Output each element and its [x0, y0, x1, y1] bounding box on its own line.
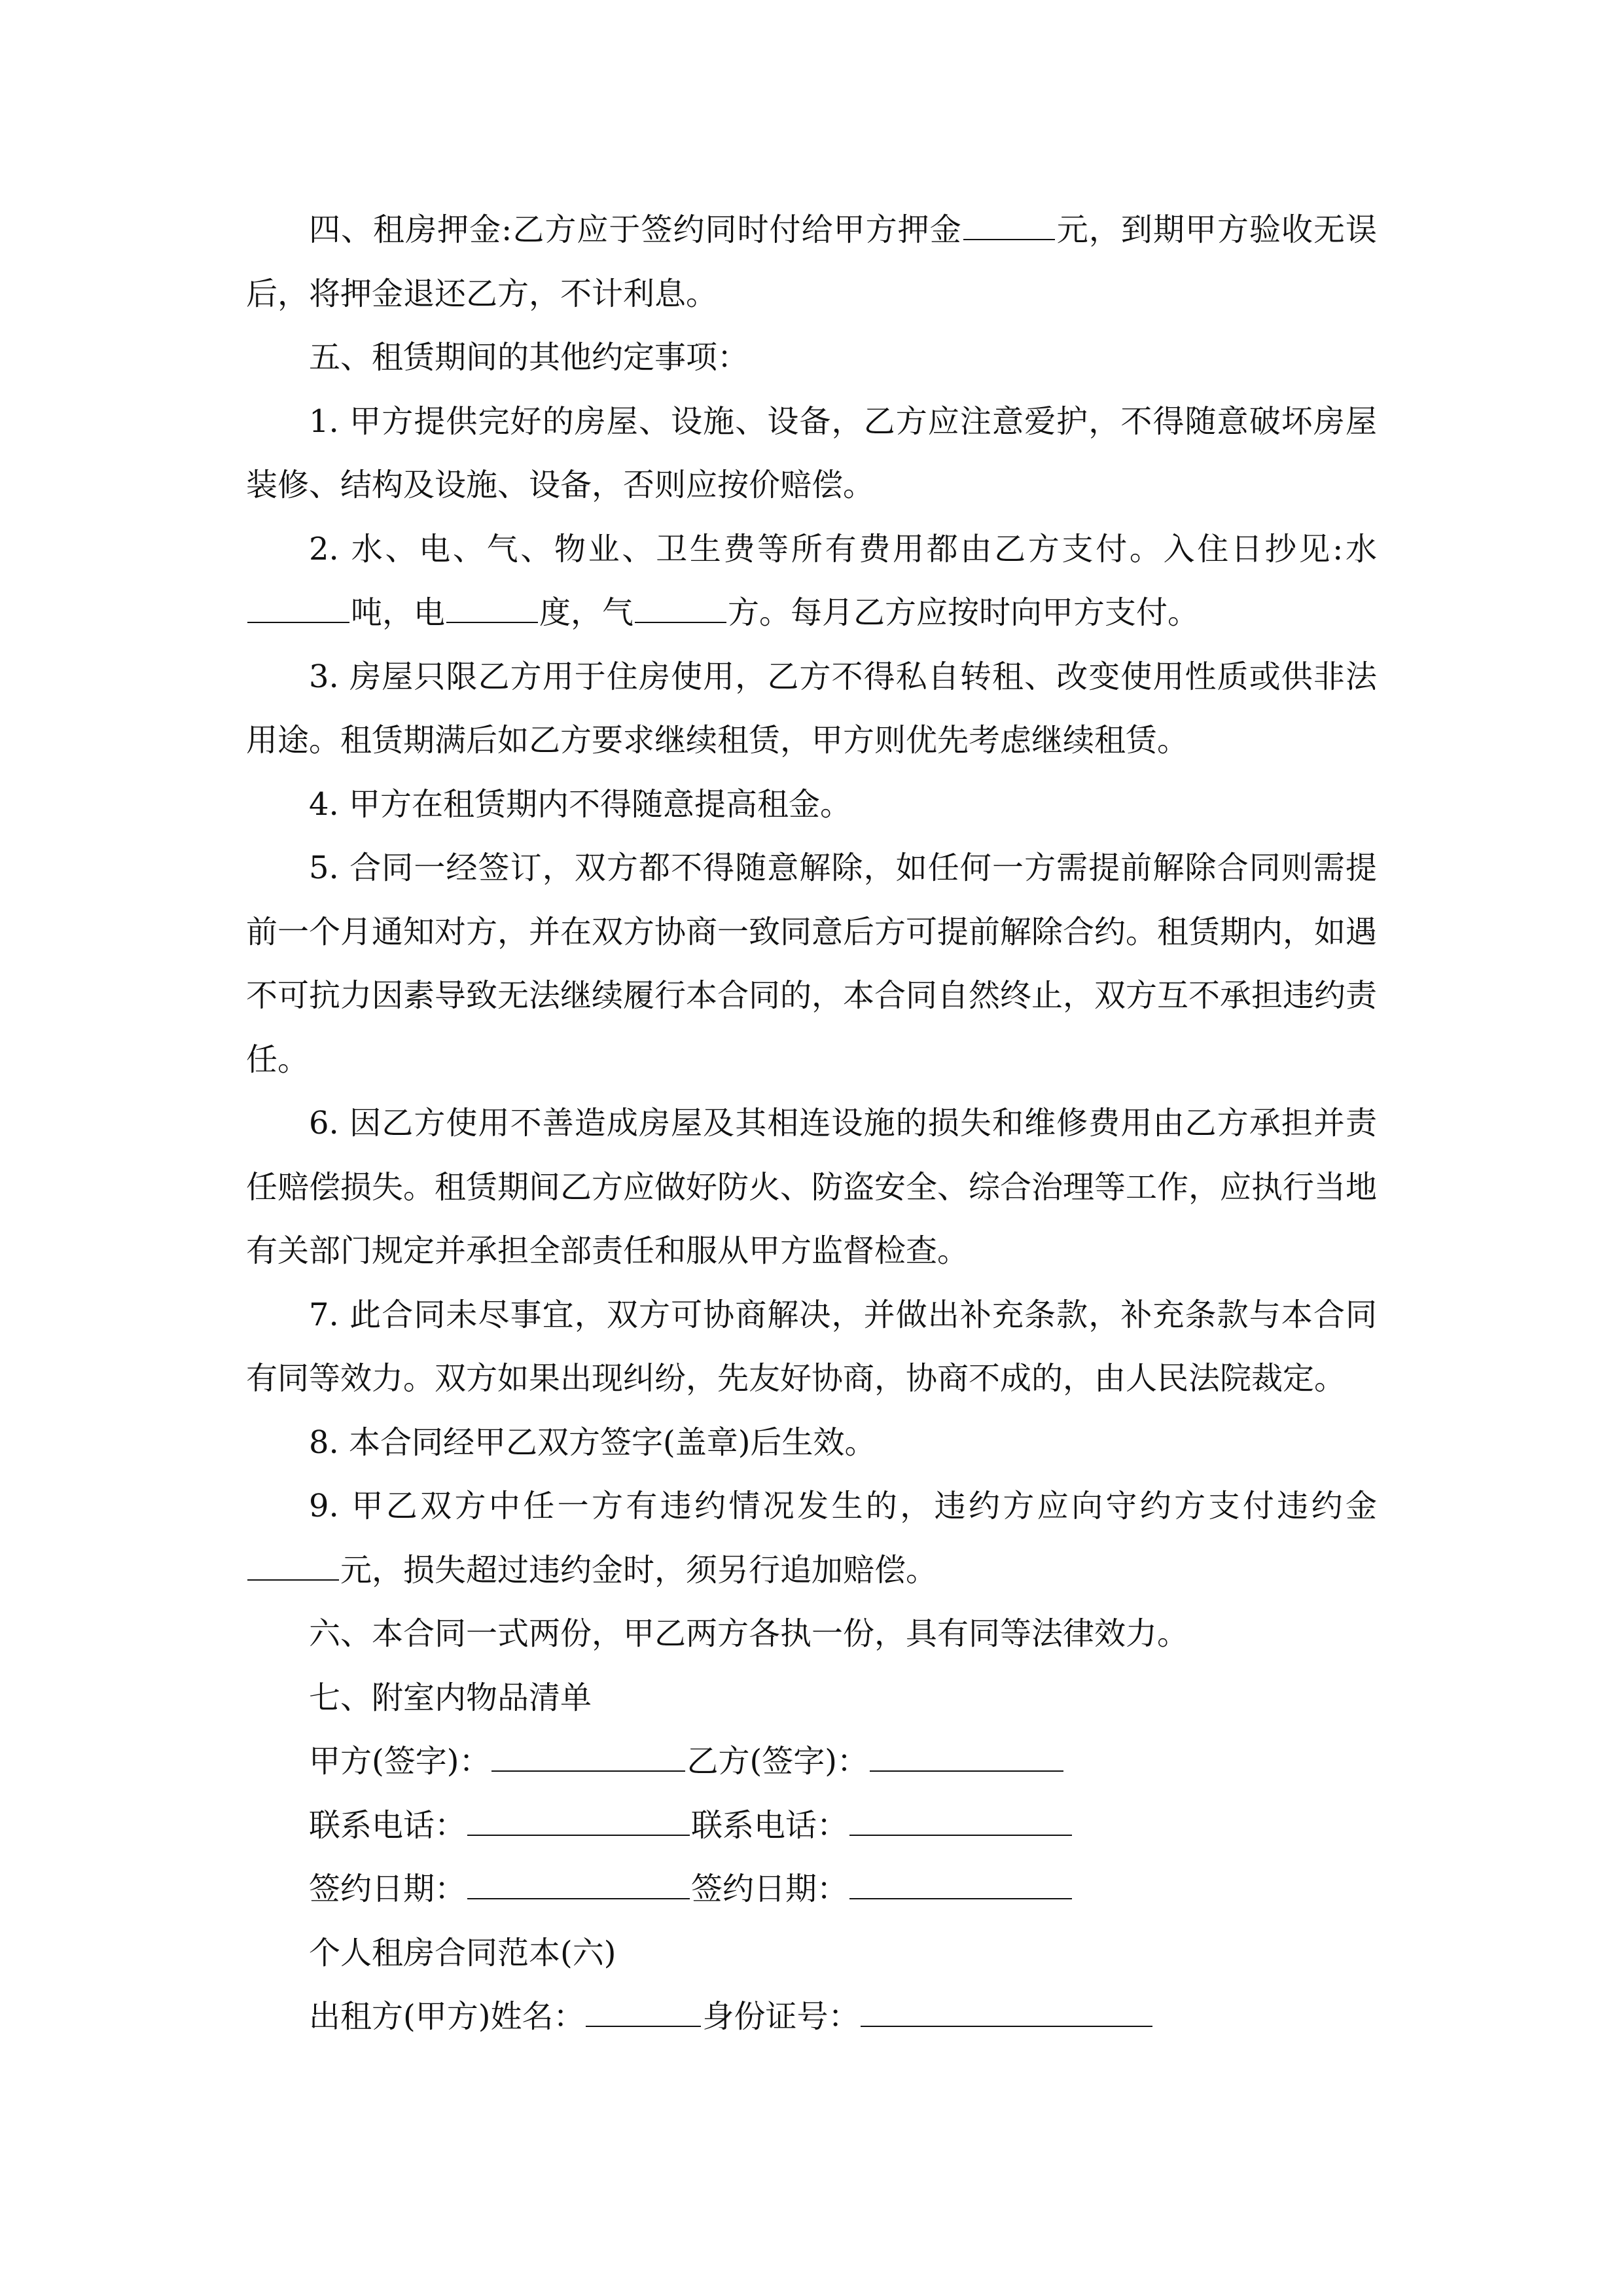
item-8: 8. 本合同经甲乙双方签字(盖章)后生效。 — [309, 1424, 876, 1461]
item-2-text-1: 2. 水、电、气、物业、卫生费等所有费用都由乙方支付。入住日抄见:水 — [309, 530, 1377, 567]
section-six: 六、本合同一式两份，甲乙两方各执一份，具有同等法律效力。 — [309, 1615, 1189, 1652]
item-9-text-after: 元，损失超过违约金时，须另行追加赔偿。 — [340, 1551, 938, 1588]
date-row — [246, 1857, 1377, 1922]
lessor-row — [246, 1985, 1377, 2049]
party-b-date-label: 签约日期： — [691, 1871, 849, 1907]
item-9-text-before: 9. 甲乙双方中任一方有违约情况发生的，违约方应向守约方支付违约金 — [309, 1488, 1377, 1524]
lessor-id-label: 身份证号： — [702, 1998, 860, 2035]
deposit-amount-blank — [963, 198, 1055, 240]
clause-deposit-text-before: 四、租房押金:乙方应于签约同时付给甲方押金 — [309, 211, 962, 248]
item-6: 6. 因乙方使用不善造成房屋及其相连设施的损失和维修费用由乙方承担并责任赔偿损失。租赁期间乙方应做好防火、防盗安全、综合治理等工作，应执行当地有关部门规定并承担全部责任和服从甲方监督检查。 — [246, 1105, 1378, 1269]
section-five-heading: 五、租赁期间的其他约定事项： — [309, 339, 749, 376]
clause-deposit — [246, 198, 1377, 326]
signature-row — [246, 1730, 1377, 1794]
party-b-signature-label: 乙方(签字)： — [687, 1743, 868, 1780]
party-a-signature-label: 甲方(签字)： — [309, 1743, 491, 1780]
party-b-signature-blank — [870, 1730, 1063, 1772]
penalty-amount-blank — [247, 1539, 339, 1581]
next-contract-title: 个人租房合同范本(六) — [309, 1934, 616, 1971]
item-2-text-2: 吨，电 — [351, 594, 446, 631]
water-reading-blank — [247, 581, 349, 623]
party-b-phone-label: 联系电话： — [691, 1806, 849, 1844]
item-9 — [246, 1475, 1377, 1602]
party-a-phone-label: 联系电话： — [309, 1806, 467, 1844]
lessor-name-label: 出租方(甲方)姓名： — [309, 1998, 585, 2035]
item-2-text-3: 度，气 — [539, 594, 634, 631]
party-a-date-blank — [467, 1857, 690, 1899]
document-body — [246, 198, 1377, 2049]
item-5: 5. 合同一经签订，双方都不得随意解除，如任何一方需提前解除合同则需提前一个月通知对方，并在双方协商一致同意后方可提前解除合约。租赁期内，如遇不可抗力因素导致无法继续履行本合同的，本合同自然终止，双方互不承担违约责任。 — [246, 850, 1378, 1078]
gas-reading-blank — [635, 581, 726, 623]
electricity-reading-blank — [446, 581, 538, 623]
lessor-id-blank — [861, 1985, 1152, 2027]
item-2 — [246, 518, 1377, 645]
party-b-phone-blank — [849, 1794, 1072, 1836]
clause-deposit-text-after: 元，到期甲方验收无误后，将押金退还乙方，不计利息。 — [246, 211, 1377, 312]
party-a-signature-blank — [491, 1730, 685, 1772]
item-4: 4. 甲方在租赁期内不得随意提高租金。 — [309, 785, 852, 823]
party-a-date-label: 签约日期： — [309, 1871, 467, 1907]
item-3: 3. 房屋只限乙方用于住房使用，乙方不得私自转租、改变使用性质或供非法用途。租赁期满后如乙方要求继续租赁，甲方则优先考虑继续租赁。 — [246, 658, 1377, 759]
item-7: 7. 此合同未尽事宜，双方可协商解决，并做出补充条款，补充条款与本合同有同等效力。双方如果出现纠纷，先友好协商，协商不成的，由人民法院裁定。 — [246, 1296, 1377, 1397]
phone-row — [246, 1794, 1377, 1858]
party-b-date-blank — [849, 1857, 1072, 1899]
section-seven: 七、附室内物品清单 — [309, 1679, 592, 1716]
item-2-text-4: 方。每月乙方应按时向甲方支付。 — [728, 594, 1200, 631]
party-a-phone-blank — [467, 1794, 690, 1836]
lessor-name-blank — [586, 1985, 701, 2027]
item-1: 1. 甲方提供完好的房屋、设施、设备，乙方应注意爱护，不得随意破坏房屋装修、结构及设施、设备，否则应按价赔偿。 — [246, 403, 1377, 503]
